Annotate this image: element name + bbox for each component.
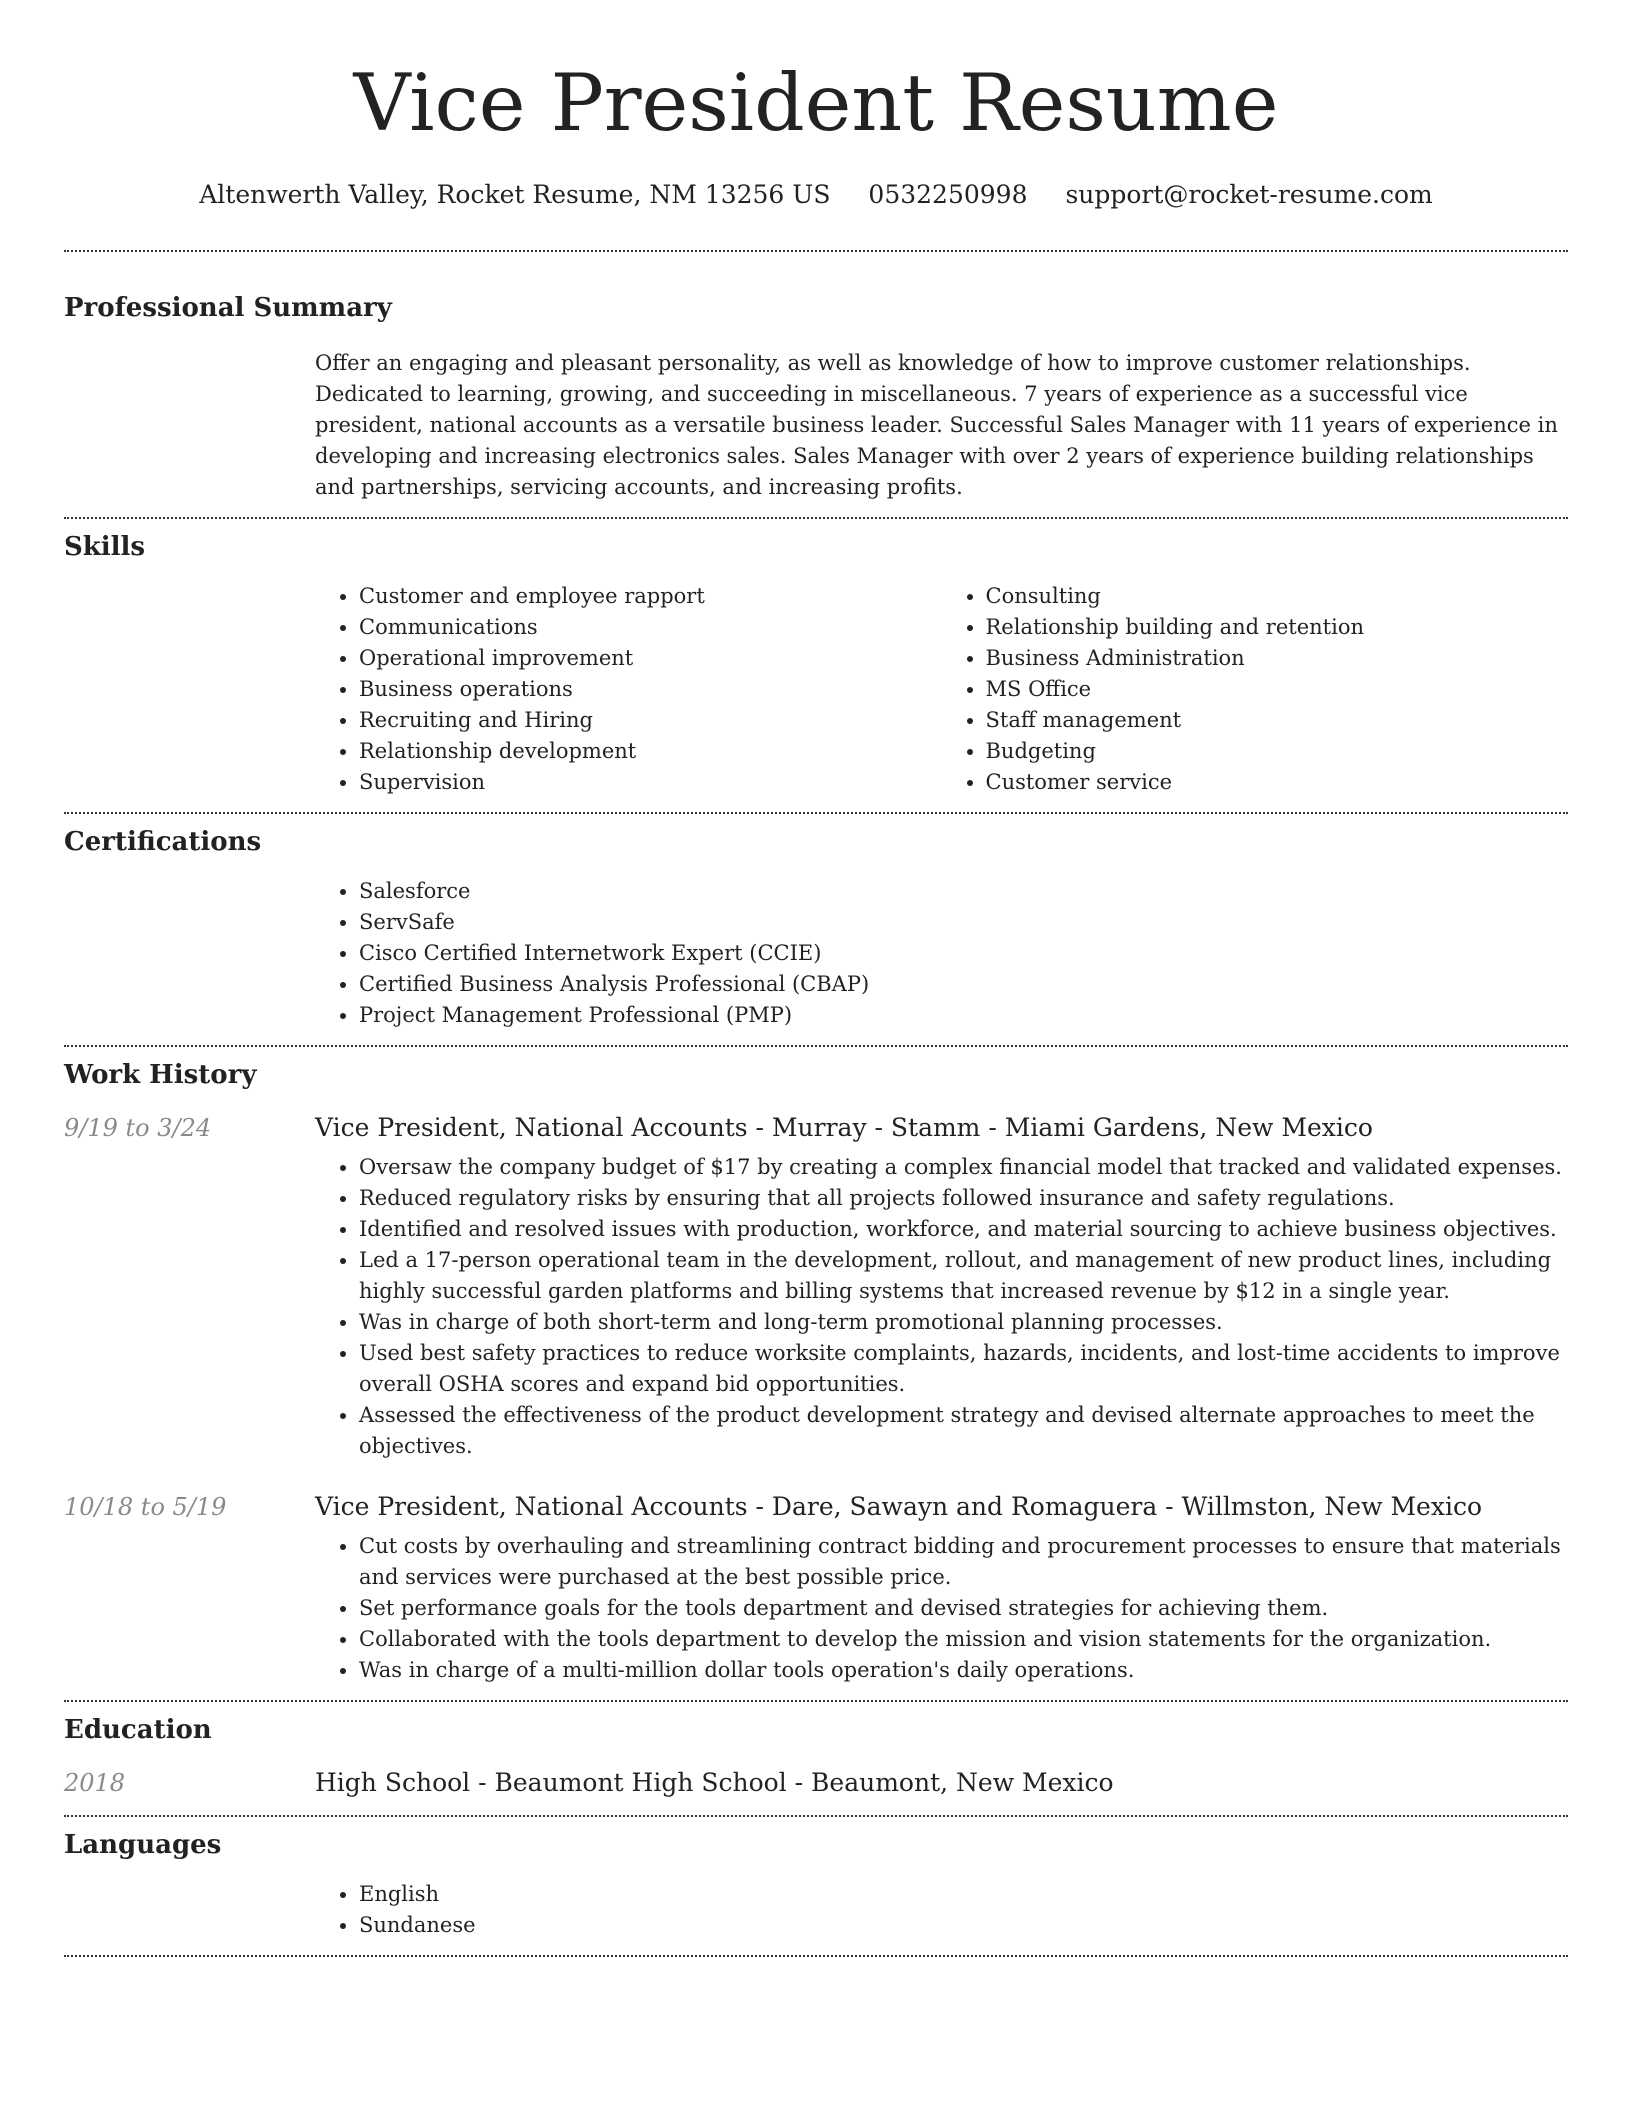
education-school: High School - Beaumont High School - Beaumont, New Mexico bbox=[315, 1768, 1114, 1797]
list-item: • Communications bbox=[359, 612, 942, 643]
phone: 0532250998 bbox=[868, 180, 1028, 209]
list-item: • Cut costs by overhauling and streamlining contract bidding and procurement processes to ensure that materials and services were purchased at the best possible price. bbox=[359, 1531, 1568, 1593]
education-section bbox=[64, 1702, 1568, 1815]
skills-list-right bbox=[942, 581, 1569, 798]
list-item: • Oversaw the company budget of $17 by creating a complex financial model that tracked and validated expenses. bbox=[359, 1152, 1568, 1183]
job-bullet-list bbox=[315, 1531, 1568, 1686]
work-section bbox=[64, 1047, 1568, 1700]
certifications-body bbox=[315, 876, 1568, 1045]
list-item: • Project Management Professional (PMP) bbox=[359, 1000, 1568, 1031]
job-header bbox=[64, 1492, 1568, 1521]
skills-section bbox=[64, 519, 1568, 812]
skills-columns bbox=[315, 581, 1568, 812]
certifications-heading: Certifications bbox=[64, 827, 262, 857]
list-item: • Set performance goals for the tools department and devised strategies for achieving them. bbox=[359, 1593, 1568, 1624]
job-title: Vice President, National Accounts - Dare, Sawayn and Romaguera - Willmston, New Mexico bbox=[315, 1492, 1482, 1521]
languages-section bbox=[64, 1817, 1568, 1955]
list-item: • MS Office bbox=[986, 674, 1569, 705]
languages-heading: Languages bbox=[64, 1830, 222, 1860]
list-item: • Was in charge of a multi-million dollar tools operation's daily operations. bbox=[359, 1655, 1568, 1686]
resume-header bbox=[0, 0, 1632, 212]
list-item: • Customer and employee rapport bbox=[359, 581, 942, 612]
job-dates: 10/18 to 5/19 bbox=[64, 1493, 227, 1521]
address: Altenwerth Valley, Rocket Resume, NM 13256 US bbox=[199, 180, 831, 209]
list-item: • Supervision bbox=[359, 767, 942, 798]
contact-line bbox=[0, 178, 1632, 212]
job-dates: 9/19 to 3/24 bbox=[64, 1114, 212, 1142]
list-item: • Reduced regulatory risks by ensuring that all projects followed insurance and safety regulations. bbox=[359, 1183, 1568, 1214]
list-item: • Staff management bbox=[986, 705, 1569, 736]
list-item: • Recruiting and Hiring bbox=[359, 705, 942, 736]
certifications-list bbox=[315, 876, 1568, 1031]
job-bullets bbox=[315, 1531, 1568, 1686]
summary-heading: Professional Summary bbox=[64, 293, 392, 323]
education-entry bbox=[64, 1768, 1568, 1797]
list-item: • Operational improvement bbox=[359, 643, 942, 674]
divider bbox=[64, 1955, 1568, 1957]
list-item: • Identified and resolved issues with production, workforce, and material sourcing to achieve business objectives. bbox=[359, 1214, 1568, 1245]
education-year: 2018 bbox=[64, 1769, 126, 1797]
list-item: • Business Administration bbox=[986, 643, 1569, 674]
languages-list bbox=[315, 1879, 1568, 1941]
list-item: • Relationship building and retention bbox=[986, 612, 1569, 643]
skills-list-left bbox=[315, 581, 942, 798]
list-item: • ServSafe bbox=[359, 907, 1568, 938]
resume-title: Vice President Resume bbox=[353, 57, 1279, 149]
list-item: • English bbox=[359, 1879, 1568, 1910]
list-item: • Customer service bbox=[986, 767, 1569, 798]
list-item: • Used best safety practices to reduce worksite complaints, hazards, incidents, and lost-time accidents to improve overall OSHA scores and expand bid opportunities. bbox=[359, 1338, 1568, 1400]
list-item: • Was in charge of both short-term and long-term promotional planning processes. bbox=[359, 1307, 1568, 1338]
summary-text: Offer an engaging and pleasant personality, as well as knowledge of how to improve customer relationships. Dedicated to learning, growing, and succeeding in miscellaneous. 7 years of experience as a successful vice president, national accounts as a versatile business leader. Successful Sales Manager with 11 years of experience in developing and increasing electronics sales. Sales Manager with over 2 years of experience building relationships and partnerships, servicing accounts, and increasing profits. bbox=[315, 351, 1558, 499]
job-bullet-list bbox=[315, 1152, 1568, 1462]
list-item: • Collaborated with the tools department to develop the mission and vision statements for the organization. bbox=[359, 1624, 1568, 1655]
list-item: • Sundanese bbox=[359, 1910, 1568, 1941]
work-heading: Work History bbox=[64, 1060, 257, 1090]
certifications-section bbox=[64, 814, 1568, 1045]
skills-heading: Skills bbox=[64, 532, 146, 562]
list-item: • Assessed the effectiveness of the product development strategy and devised alternate approaches to meet the objectives. bbox=[359, 1400, 1568, 1462]
job-bullets bbox=[315, 1152, 1568, 1462]
list-item: • Led a 17-person operational team in the development, rollout, and management of new product lines, including highly successful garden platforms and billing systems that increased revenue by $12 in a single year. bbox=[359, 1245, 1568, 1307]
job-header bbox=[64, 1113, 1568, 1142]
email: support@rocket-resume.com bbox=[1065, 180, 1433, 209]
job-entry bbox=[64, 1492, 1568, 1686]
education-heading: Education bbox=[64, 1715, 212, 1745]
list-item: • Relationship development bbox=[359, 736, 942, 767]
list-item: • Consulting bbox=[986, 581, 1569, 612]
languages-body bbox=[315, 1879, 1568, 1955]
list-item: • Certified Business Analysis Professional (CBAP) bbox=[359, 969, 1568, 1000]
list-item: • Business operations bbox=[359, 674, 942, 705]
list-item: • Salesforce bbox=[359, 876, 1568, 907]
list-item: • Budgeting bbox=[986, 736, 1569, 767]
summary-section bbox=[64, 252, 1568, 517]
job-entry bbox=[64, 1113, 1568, 1462]
list-item: • Cisco Certified Internetwork Expert (CCIE) bbox=[359, 938, 1568, 969]
job-title: Vice President, National Accounts - Murray - Stamm - Miami Gardens, New Mexico bbox=[315, 1113, 1373, 1142]
